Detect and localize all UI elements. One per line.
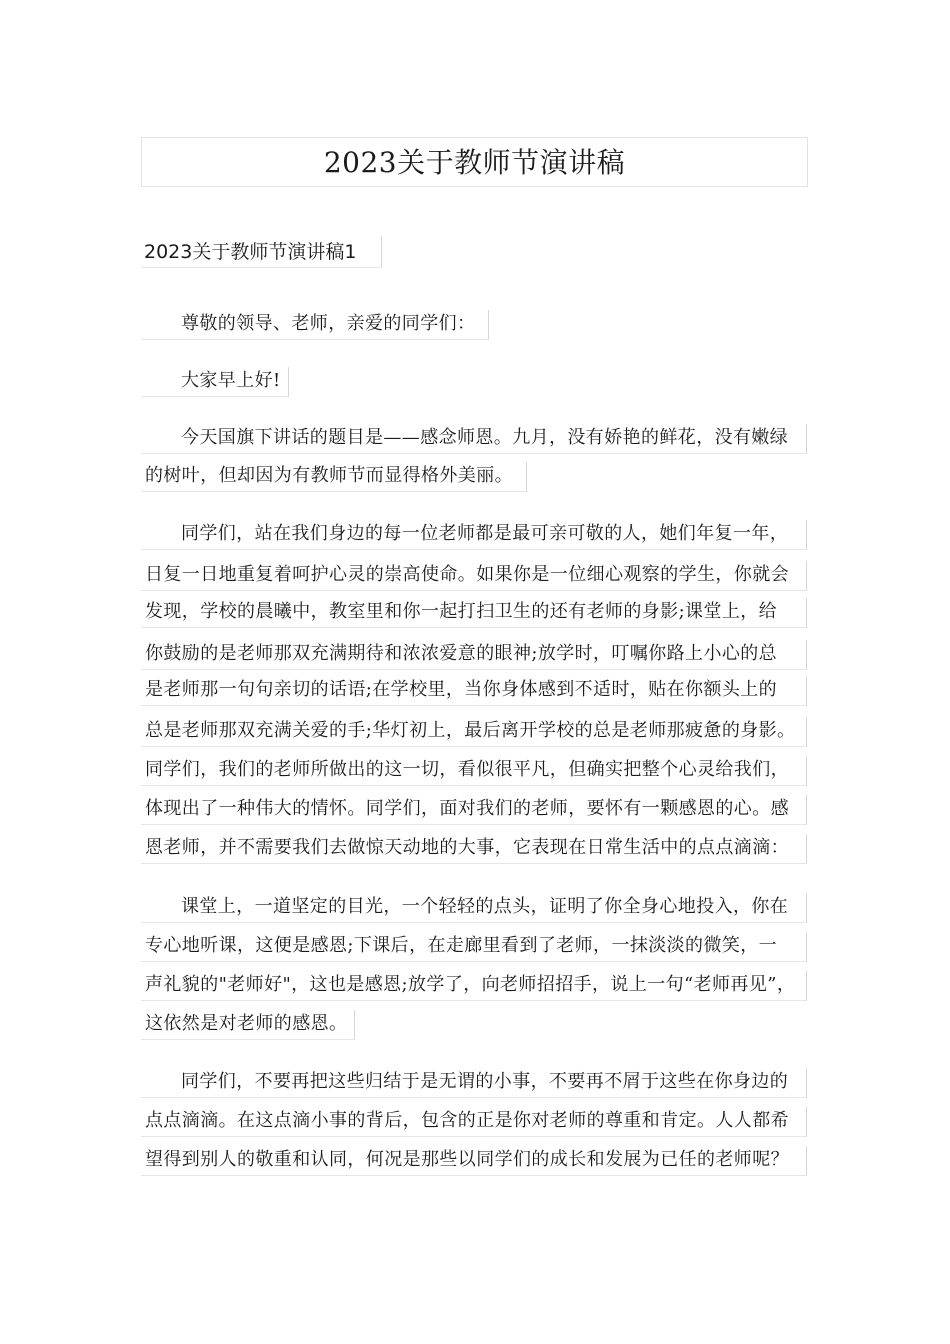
text-line: 大家早上好! <box>141 367 289 397</box>
text-line: 今天国旗下讲话的题目是——感念师恩。九月，没有娇艳的鲜花，没有嫩绿 <box>141 424 807 454</box>
text-line: 同学们，站在我们身边的每一位老师都是最可亲可敬的人，她们年复一年， <box>141 520 807 550</box>
text-line: 点点滴滴。在这点滴小事的背后，包含的正是你对老师的尊重和肯定。人人都希 <box>141 1107 807 1137</box>
text-line: 同学们，我们的老师所做出的这一切，看似很平凡，但确实把整个心灵给我们， <box>141 756 807 786</box>
text-line: 望得到别人的敬重和认同，何况是那些以同学们的成长和发展为已任的老师呢？ <box>141 1146 807 1176</box>
text-line: 同学们，不要再把这些归结于是无谓的小事，不要再不屑于这些在你身边的 <box>141 1068 807 1098</box>
text-line: 尊敬的领导、老师，亲爱的同学们： <box>141 310 489 340</box>
document-title: 2023关于教师节演讲稿 <box>323 146 626 179</box>
text-line: 专心地听课，这便是感恩;下课后，在走廊里看到了老师，一抹淡淡的微笑，一 <box>141 932 807 962</box>
text-line: 总是老师那双充满关爱的手;华灯初上，最后离开学校的总是老师那疲惫的身影。 <box>141 717 807 747</box>
text-line: 体现出了一种伟大的情怀。同学们，面对我们的老师，要怀有一颗感恩的心。感 <box>141 795 807 825</box>
text-line: 是老师那一句句亲切的话语;在学校里，当你身体感到不适时，贴在你额头上的 <box>141 676 807 706</box>
title-box <box>141 137 808 187</box>
section-heading: 2023关于教师节演讲稿1 <box>144 241 357 263</box>
text-line: 日复一日地重复着呵护心灵的崇高使命。如果你是一位细心观察的学生，你就会 <box>141 561 807 591</box>
text-line: 你鼓励的是老师那双充满期待和浓浓爱意的眼神;放学时，叮嘱你路上小心的总 <box>141 640 807 670</box>
subtitle-box <box>141 236 382 268</box>
text-line: 课堂上，一道坚定的目光，一个轻轻的点头，证明了你全身心地投入，你在 <box>141 893 807 923</box>
text-line: 的树叶，但却因为有教师节而显得格外美丽。 <box>141 462 527 492</box>
text-line: 恩老师，并不需要我们去做惊天动地的大事，它表现在日常生活中的点点滴滴： <box>141 834 807 864</box>
text-line: 声礼貌的"老师好"，这也是感恩;放学了，向老师招招手，说上一句“老师再见”， <box>141 971 807 1001</box>
text-line: 这依然是对老师的感恩。 <box>141 1010 355 1040</box>
text-line: 发现，学校的晨曦中，教室里和你一起打扫卫生的还有老师的身影;课堂上，给 <box>141 598 807 628</box>
